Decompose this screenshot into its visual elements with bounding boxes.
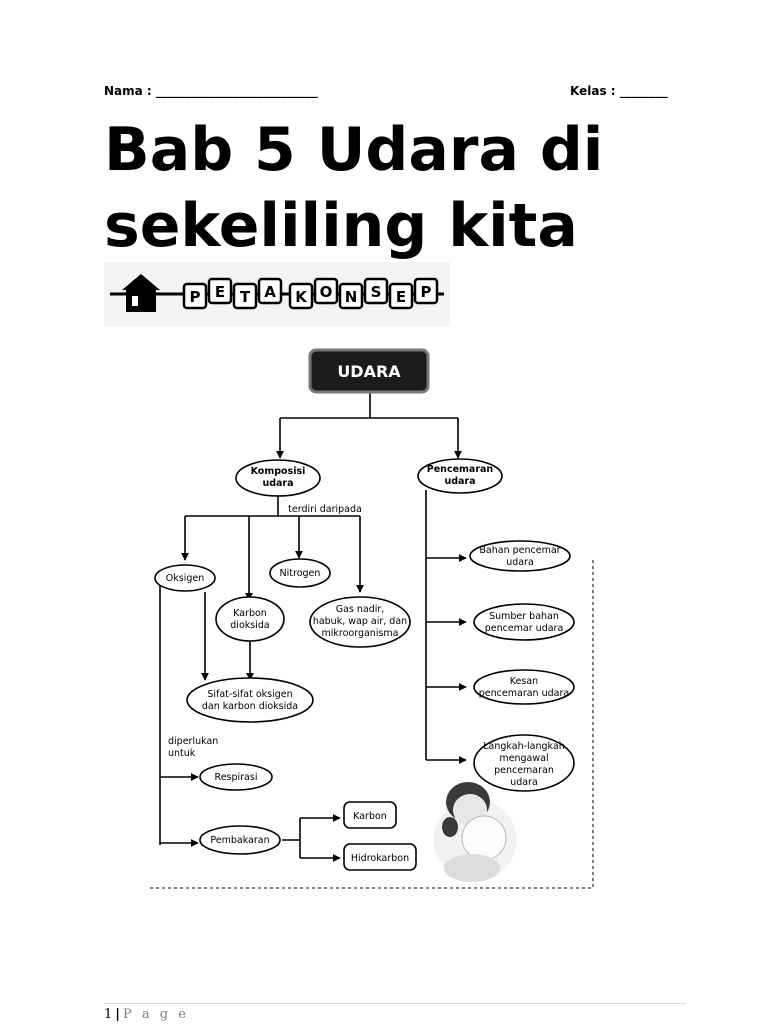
karbon-dioksida-label-2: dioksida [230,620,270,631]
langkah-label-4: udara [510,777,538,788]
nitrogen-label: Nitrogen [279,568,321,579]
pembakaran-label: Pembakaran [210,835,270,846]
pencemaran-label-1: Pencemaran [426,464,494,475]
banner-letter: E [395,288,407,306]
page-footer [104,1007,189,1022]
gas-nadir-label-2: habuk, wap air, dan [312,616,408,627]
hidrokarbon-label: Hidrokarbon [350,853,410,864]
banner-letter: O [319,283,333,301]
bahan-label-1: Bahan pencemar [479,545,561,556]
sumber-label-1: Sumber bahan [489,611,559,622]
peta-konsep-banner [104,262,450,326]
page-label: P a g e [123,1007,189,1022]
banner-letter: P [189,288,201,306]
page-number: 1 [104,1007,113,1022]
gas-nadir-label-1: Gas nadir, [335,604,385,615]
name-field-label: Nama : ___________________________ [104,84,318,98]
terdiri-label: terdiri daripada [288,504,362,515]
footer-divider [104,1003,686,1004]
banner-letter: T [239,288,251,306]
concept-map [150,340,605,905]
karbon-dioksida-label-1: Karbon [233,608,267,619]
banner-letter: E [214,283,226,301]
girl-illustration [433,782,517,882]
footer-separator: | [115,1007,121,1022]
sifat-label-1: Sifat-sifat oksigen [207,689,293,700]
udara-root-label: UDARA [337,362,401,381]
concept-nodes [155,459,574,870]
banner-letter: P [420,283,432,301]
langkah-label-1: Langkah-langkah [483,741,565,752]
pencemaran-label-2: udara [444,476,476,487]
diperlukan-label-1: diperlukan [168,736,219,747]
komposisi-label-2: udara [262,478,294,489]
kesan-label-2: pencemaran udara [478,688,570,699]
sumber-label-2: pencemar udara [484,623,564,634]
bahan-label-2: udara [506,557,534,568]
respirasi-label: Respirasi [214,772,258,783]
oksigen-label: Oksigen [165,573,205,584]
gas-nadir-label-3: mikroorganisma [321,628,399,639]
class-field-label: Kelas : ________ [570,84,668,98]
banner-letter: K [295,288,307,306]
komposisi-label-1: Komposisi [250,466,306,477]
banner-letter: N [344,288,358,306]
banner-letter: S [370,283,382,301]
langkah-label-2: mengawal [499,753,549,764]
banner-letter: A [264,283,276,301]
langkah-label-3: pencemaran [494,765,554,776]
kesan-label-1: Kesan [509,676,539,687]
karbon-label: Karbon [353,811,387,822]
sifat-label-2: dan karbon dioksida [201,701,299,712]
diperlukan-label-2: untuk [168,748,196,759]
page-title: Bab 5 Udara di sekeliling kita [104,115,604,261]
